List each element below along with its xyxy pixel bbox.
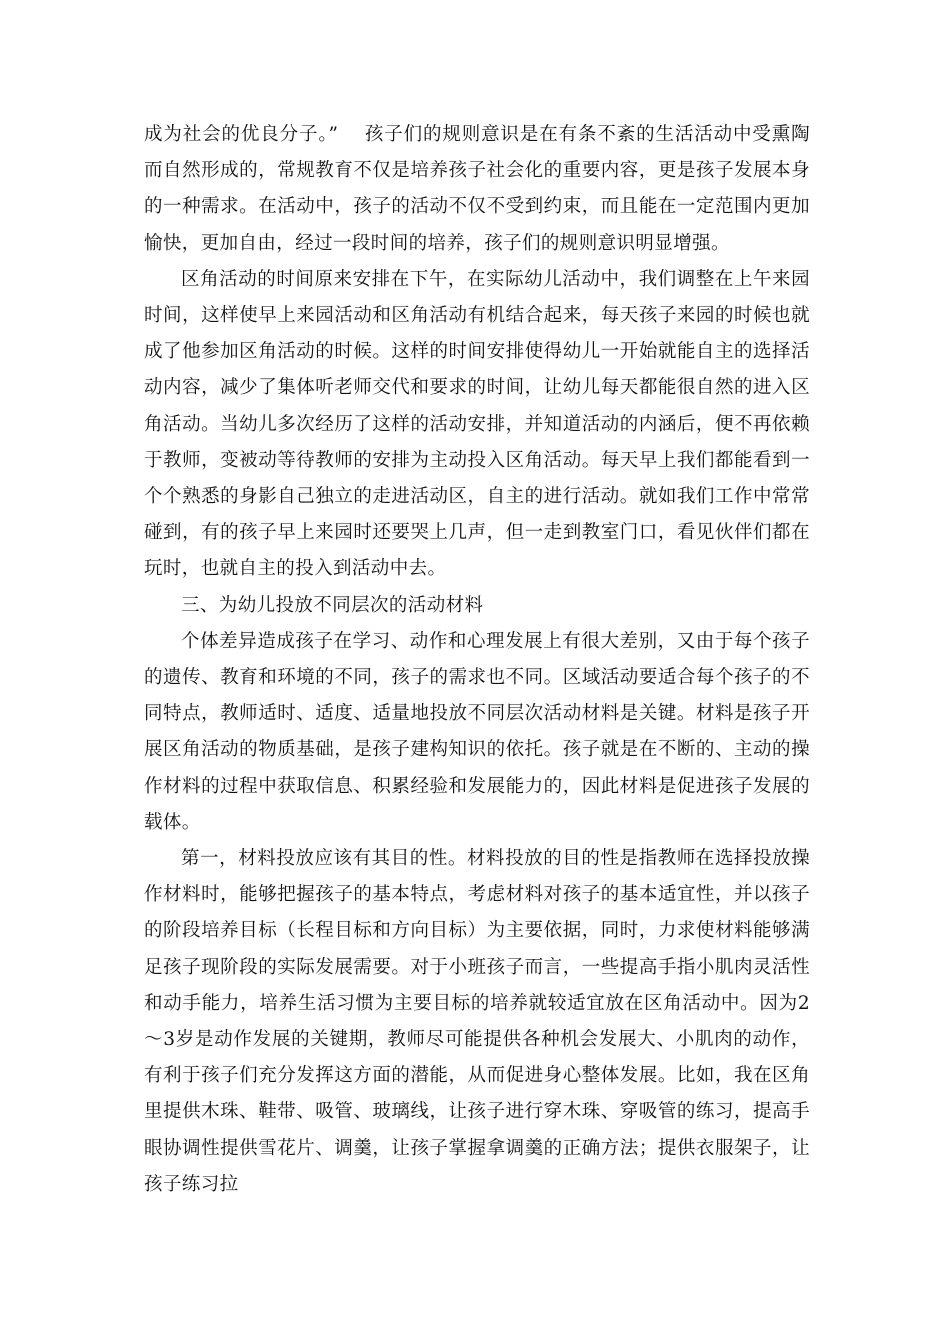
paragraph-2: 区角活动的时间原来安排在下午，在实际幼儿活动中，我们调整在上午来园时间，这样使早上来园活动和区角活动有机结合起来，每天孩子来园的时候也就成了他参加区角活动的时候。这样的时间安排使得幼儿一开始就能自主的选择活动内容，减少了集体听老师交代和要求的时间，让幼儿每天都能很自然的进入区角活动。当幼儿多次经历了这样的活动安排，并知道活动的内涵后，便不再依赖于教师，变被动等待教师的安排为主动投入区角活动。每天早上我们都能看到一个个熟悉的身影自己独立的走进活动区，自主的进行活动。就如我们工作中常常碰到，有的孩子早上来园时还要哭上几声，但一走到教室门口，看见伙伴们都在玩时，也就自主的投入到活动中去。 (144, 268, 810, 580)
paragraph-1: 成为社会的优良分子。” 孩子们的规则意识是在有条不紊的生活活动中受熏陶而自然形成的，常规教育不仅是培养孩子社会化的重要内容，更是孩子发展本身的一种需求。在活动中，孩子的活动不仅不受到约束，而且能在一定范围内更加愉快，更加自由，经过一段时间的培养，孩子们的规则意识明显增强。 (144, 124, 810, 254)
paragraph-3: 个体差异造成孩子在学习、动作和心理发展上有很大差别，又由于每个孩子的遗传、教育和环境的不同，孩子的需求也不同。区域活动要适合每个孩子的不同特点，教师适时、适度、适量地投放不同层次活动材料是关键。材料是孩子开展区角活动的物质基础，是孩子建构知识的依托。孩子就是在不断的、主动的操作材料的过程中获取信息、积累经验和发展能力的，因此材料是促进孩子发展的载体。 (144, 630, 810, 833)
document-page (144, 117, 810, 1203)
paragraph-4: 第一，材料投放应该有其目的性。材料投放的目的性是指教师在选择投放操作材料时，能够把握孩子的基本特点，考虑材料对孩子的基本适宜性，并以孩子的阶段培养目标（长程目标和方向目标）为主要依据，同时，力求使材料能够满足孩子现阶段的实际发展需要。对于小班孩子而言，一些提高手指小肌肉灵活性和动手能力，培养生活习惯为主要目标的培养就较适宜放在区角活动中。因为2～3岁是动作发展的关键期，教师尽可能提供各种机会发展大、小肌肉的动作，有利于孩子们充分发挥这方面的潜能，从而促进身心整体发展。比如，我在区角里提供木珠、鞋带、吸管、玻璃线，让孩子进行穿木珠、穿吸管的练习，提高手眼协调性提供雪花片、调羹，让孩子掌握拿调羹的正确方法；提供衣服架子，让孩子练习拉 (144, 848, 810, 1195)
section-heading: 三、为幼儿投放不同层次的活动材料 (181, 594, 484, 616)
